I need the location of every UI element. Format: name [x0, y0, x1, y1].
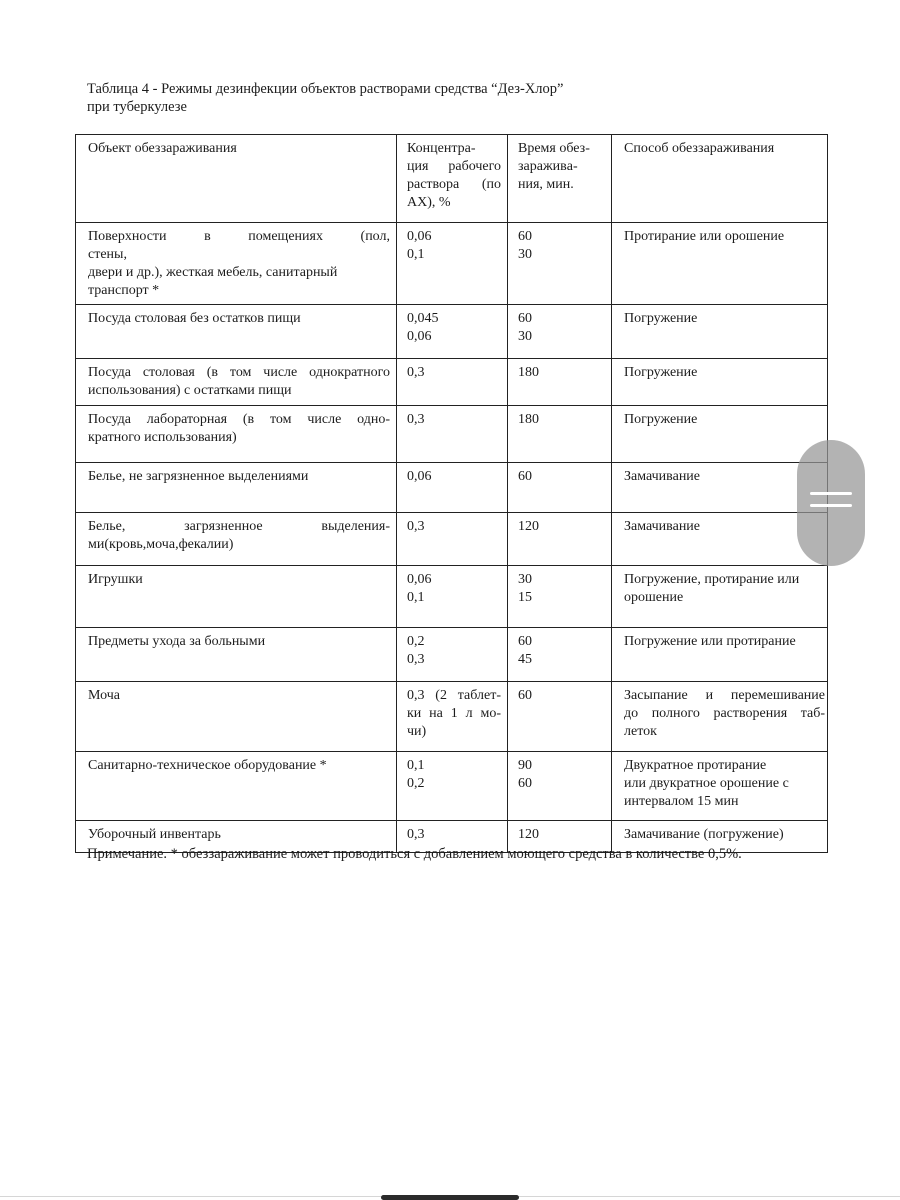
- cell-method: Погружение или протирание: [612, 628, 828, 682]
- cell-method: Засыпание и перемешивание до полного растворения таб- леток: [612, 682, 828, 752]
- header-object: Объект обеззараживания: [76, 135, 397, 223]
- cell-concentration: 0,3: [397, 359, 508, 406]
- cell-method: Погружение, протирание или орошение: [612, 566, 828, 628]
- cell-time: 120: [508, 513, 612, 566]
- table-row: [76, 223, 828, 305]
- table-row: [76, 628, 828, 682]
- cell-method: Протирание или орошение: [612, 223, 828, 305]
- cell-object: Санитарно-техническое оборудование *: [76, 752, 397, 821]
- cell-time: 60 45: [508, 628, 612, 682]
- header-row: [76, 135, 828, 223]
- table-row: [76, 463, 828, 513]
- cell-concentration: 0,3 (2 таблет- ки на 1 л мо- чи): [397, 682, 508, 752]
- cell-concentration: 0,1 0,2: [397, 752, 508, 821]
- cell-method: Замачивание: [612, 513, 828, 566]
- table-row: [76, 752, 828, 821]
- table-row: [76, 682, 828, 752]
- disinfection-table: [75, 134, 828, 853]
- cell-object: Посуда лабораторная (в том числе одно- кратного использования): [76, 406, 397, 463]
- cell-method: Погружение: [612, 406, 828, 463]
- cell-concentration: 0,06 0,1: [397, 566, 508, 628]
- cell-time: 180: [508, 406, 612, 463]
- cell-time: 120: [508, 821, 612, 853]
- cell-object: Предметы ухода за больными: [76, 628, 397, 682]
- cell-concentration: 0,2 0,3: [397, 628, 508, 682]
- cell-method: Погружение: [612, 359, 828, 406]
- caption-line-1: Таблица 4 - Режимы дезинфекции объектов растворами средства “Дез-Хлор”: [87, 81, 564, 97]
- cell-time: 30 15: [508, 566, 612, 628]
- cell-time: 60 30: [508, 305, 612, 359]
- table-row: [76, 359, 828, 406]
- table-row: [76, 566, 828, 628]
- cell-concentration: 0,06: [397, 463, 508, 513]
- cell-object: Игрушки: [76, 566, 397, 628]
- cell-method: Двукратное протирание или двукратное орошение с интервалом 15 мин: [612, 752, 828, 821]
- header-method: Способ обеззараживания: [612, 135, 828, 223]
- cell-method: Погружение: [612, 305, 828, 359]
- cell-object: Посуда столовая без остатков пищи: [76, 305, 397, 359]
- cell-time: 60: [508, 463, 612, 513]
- cell-object: Моча: [76, 682, 397, 752]
- cell-object: Белье, не загрязненное выделениями: [76, 463, 397, 513]
- cell-object: Посуда столовая (в том числе однократного использования) с остатками пищи: [76, 359, 397, 406]
- cell-concentration: 0,3: [397, 406, 508, 463]
- cell-object: Белье, загрязненное выделения- ми(кровь,моча,фекалии): [76, 513, 397, 566]
- header-time: Время обез- зараживa- ния, мин.: [508, 135, 612, 223]
- scroll-handle[interactable]: [797, 440, 865, 566]
- cell-concentration: 0,3: [397, 513, 508, 566]
- table-footnote: Примечание. * обеззараживание может проводиться с добавлением моющего средства в количестве 0,5%.: [87, 846, 742, 862]
- cell-object: Поверхности в помещениях (пол, стены, двери и др.), жесткая мебель, санитарный транспорт *: [76, 223, 397, 305]
- cell-time: 60 30: [508, 223, 612, 305]
- cell-object: Уборочный инвентарь: [76, 821, 397, 853]
- home-indicator[interactable]: [381, 1195, 519, 1200]
- table-row: [76, 513, 828, 566]
- cell-time: 90 60: [508, 752, 612, 821]
- cell-concentration: 0,06 0,1: [397, 223, 508, 305]
- cell-concentration: 0,045 0,06: [397, 305, 508, 359]
- cell-time: 180: [508, 359, 612, 406]
- cell-method: Замачивание: [612, 463, 828, 513]
- caption-line-2: при туберкулезе: [87, 99, 187, 115]
- table-caption: [87, 80, 787, 116]
- cell-time: 60: [508, 682, 612, 752]
- table-row: [76, 305, 828, 359]
- table-row: [76, 406, 828, 463]
- header-concentration: Концентра- ция рабочего раствора (по АХ), %: [397, 135, 508, 223]
- cell-method: Замачивание (погружение): [612, 821, 828, 853]
- cell-concentration: 0,3: [397, 821, 508, 853]
